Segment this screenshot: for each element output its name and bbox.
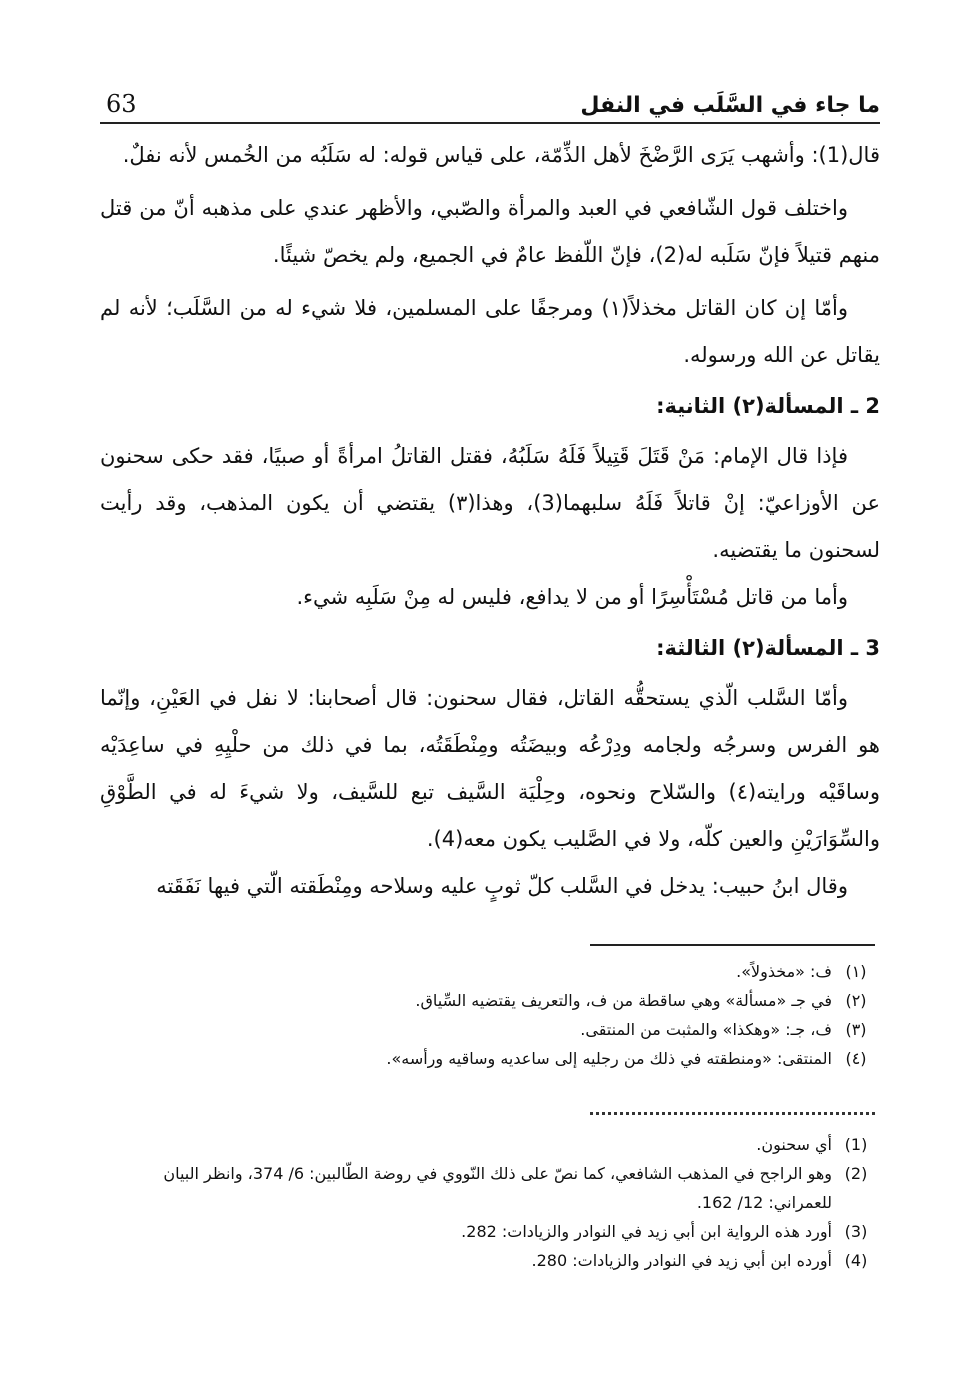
footnote-number: (2) xyxy=(844,1164,868,1183)
footnote xyxy=(100,1015,880,1044)
footnote xyxy=(100,1130,880,1159)
footnote-text: أورده ابن أبي زيد في النوادر والزيادات: 280. xyxy=(531,1251,832,1270)
paragraph: فإذا قال الإمام: مَنْ قَتَلَ قَتِيلاً فَلَهُ سَلَبُهُ، فقتل القاتلُ امرأةً أو صبيًا، فقد حكى سحنون عن الأوزاعيّ: إنْ قاتلاً فَلَهُ سلبهما(3)، وهذا(٣) يقتضي أن يكون المذهب، وقد رأيت لسحنون ما يقتضيه. xyxy=(100,444,881,562)
main-text xyxy=(100,132,880,910)
footnote-text: المنتقى: «ومنطقته في ذلك من رجليه إلى ساعديه وساقيه ورأسه». xyxy=(386,1049,832,1068)
dotted-separator xyxy=(590,1112,875,1115)
paragraph: وأمّا السَّلب الّذي يستحقُّه القاتل، فقال سحنون: قال أصحابنا: لا نفل في العَيْنِ، وإنّما هو الفرس وسرجُه ولجامه ودِرْعُه وبيضَتُه ومِنْطَقَتُه، بما في ذلك من حلْيِهِ في ساعِدَيْه وساقَيْه ورايته(٤) والسّلاح ونحوه، وحِلْيَة السَّيف تبع للسَّيف، ولا شيءَ له في الطَّوْقِ والسِّوَارَيْنِ والعين كلّه، ولا في الصَّليب يكون معه(4). xyxy=(100,686,880,851)
footnote-text: أي سحنون. xyxy=(756,1135,832,1154)
section-heading: 3 ـ المسألة(٢) الثالثة: xyxy=(656,636,880,660)
footnote xyxy=(100,1044,880,1073)
footnote xyxy=(100,1217,880,1246)
paragraph: واختلف قول الشّافعي في العبد والمرأة والصّبي، والأظهر عندي على مذهبه أنّ من قتل منهم قتيلاً فإنّ سَلَبه له(2)، فإنّ اللّفظ عامٌ في الجميع، ولم يخصّ شيئًا. xyxy=(100,196,880,267)
page-number: 63 xyxy=(106,90,137,118)
footnote-number: (٤) xyxy=(845,1049,867,1068)
footnote-number: (٣) xyxy=(845,1020,867,1039)
footnote-separator xyxy=(590,944,875,946)
footnote xyxy=(100,1246,880,1275)
footnote-text: أورد هذه الرواية ابن أبي زيد في النوادر والزيادات: 282. xyxy=(461,1222,832,1241)
footnote-text: وهو الراجح في المذهب الشافعي، كما نصّ على ذلك النّووي في روضة الطّالبين: 6/ 374، وانظر البيان للعمراني: 12/ 162. xyxy=(163,1164,832,1212)
paragraph: قال(1): وأشهب يَرَى الرَّضْخَ لأهل الذِّمّة، على قياس قوله: له سَلَبُه من الخُمس لأنه نفلٌ. xyxy=(122,143,880,167)
footnote xyxy=(100,957,880,986)
footnote-number: (١) xyxy=(845,962,867,981)
paragraph: وأما من قاتل مُسْتَأْسِرًا أو من لا يدافع، فليس له مِنْ سَلَبِه شيء. xyxy=(296,585,848,609)
footnote-text: ف، جـ: «وهكذا» والمثبت من المنتقى. xyxy=(580,1020,832,1039)
footnote-number: (٢) xyxy=(845,991,867,1010)
running-title: ما جاء في السَّلَب في النفل xyxy=(580,93,880,118)
footnotes-author xyxy=(100,1130,880,1275)
footnote-text: في جـ «مسألة» وهي ساقطة من ف، والتعريف يقتضيه السِّياق. xyxy=(415,991,832,1010)
paragraph: وأمّا إن كان القاتل مخذلاً(١) ومرجفًا على المسلمين، فلا شيء له من السَّلَب؛ لأنه لم يقاتل عن الله ورسوله. xyxy=(100,296,880,367)
footnote-number: (4) xyxy=(844,1251,868,1270)
page-header xyxy=(100,78,880,124)
footnote xyxy=(100,1159,880,1217)
section-heading: 2 ـ المسألة(٢) الثانية: xyxy=(656,394,880,418)
footnote xyxy=(100,986,880,1015)
footnote-text: ف: «مخذولاً». xyxy=(736,962,832,981)
footnote-number: (1) xyxy=(844,1135,868,1154)
footnote-number: (3) xyxy=(844,1222,868,1241)
footnotes-editor xyxy=(100,957,880,1073)
paragraph: وقال ابنُ حبيب: يدخل في السَّلب كلّ ثوبٍ عليه وسلاحه ومِنْطَقته الّتي فيها نَفَقَته xyxy=(156,874,848,898)
